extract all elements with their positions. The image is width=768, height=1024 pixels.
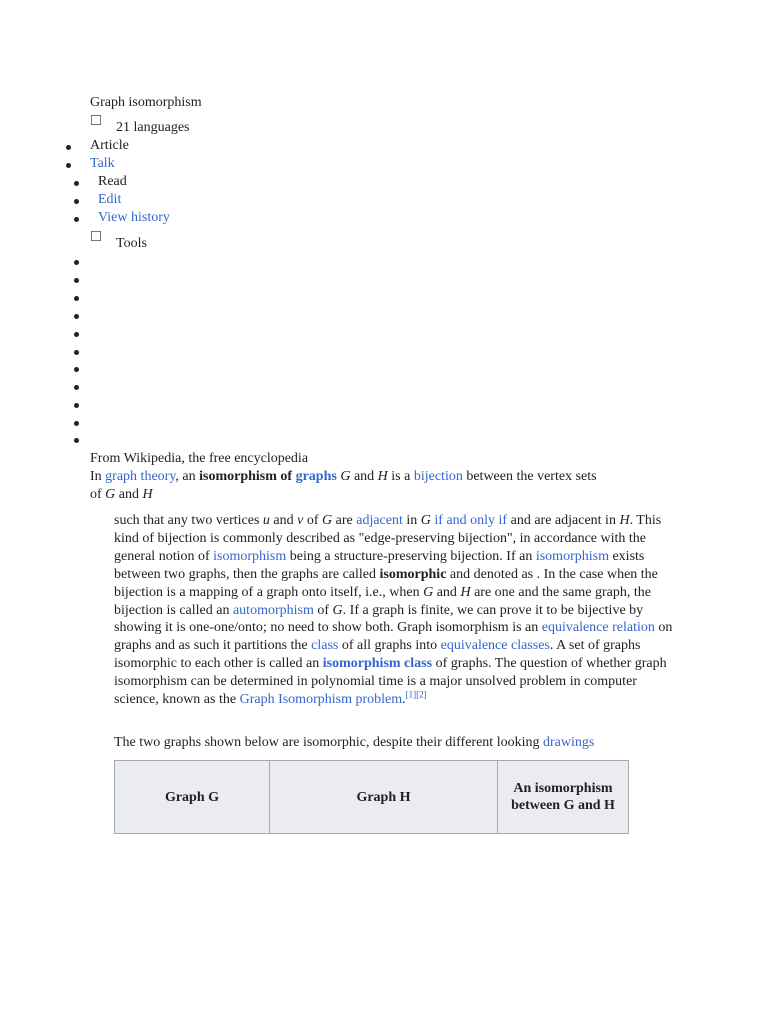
equivalence-relation-link[interactable]: equivalence relation xyxy=(541,620,655,636)
isomorphism-link[interactable]: isomorphism xyxy=(213,548,287,564)
drawings-sentence: The two graphs shown below are isomorphic, despite their different looking drawings xyxy=(114,735,595,750)
lead-line-2: of G and H xyxy=(90,487,153,502)
empty-list-bullet xyxy=(74,314,79,319)
if-and-only-if-link[interactable]: if and only if xyxy=(434,513,508,528)
empty-list-bullet xyxy=(74,403,79,408)
isomorphism-link-2[interactable]: isomorphism xyxy=(535,548,609,564)
graph-theory-link[interactable]: graph theory xyxy=(105,469,176,484)
empty-list-bullet xyxy=(74,350,79,355)
tab-talk[interactable]: Talk xyxy=(90,156,115,171)
tools-button[interactable]: Tools xyxy=(116,236,147,251)
tab-read[interactable]: Read xyxy=(98,174,127,189)
bullet-icon xyxy=(66,145,71,150)
tab-view-history[interactable]: View history xyxy=(98,210,170,225)
automorphism-link[interactable]: automorphism xyxy=(232,602,314,618)
tab-article[interactable]: Article xyxy=(90,138,129,153)
empty-list-bullet xyxy=(74,260,79,265)
reference-2-link[interactable]: [2] xyxy=(416,689,427,700)
class-link[interactable]: class xyxy=(311,638,339,654)
graphs-link[interactable]: graphs xyxy=(295,469,337,484)
tab-edit[interactable]: Edit xyxy=(98,192,122,207)
table-header-graph-h: Graph H xyxy=(270,761,498,834)
bullet-icon xyxy=(66,163,71,168)
empty-list-bullet xyxy=(74,421,79,426)
site-tagline: From Wikipedia, the free encyclopedia xyxy=(90,451,309,466)
empty-list-bullet xyxy=(74,332,79,337)
bullet-icon xyxy=(74,181,79,186)
table-header-graph-g: Graph G xyxy=(115,761,270,834)
empty-list-bullet xyxy=(74,296,79,301)
empty-list-bullet xyxy=(74,367,79,372)
empty-list-bullet xyxy=(74,385,79,390)
bullet-icon xyxy=(74,199,79,204)
graph-isomorphism-problem-link[interactable]: Graph Isomorphism problem xyxy=(239,692,403,708)
table-header-isomorphism: An isomorphism between G and H xyxy=(498,761,629,834)
drawings-link[interactable]: drawings xyxy=(542,735,595,750)
page-title: Graph isomorphism xyxy=(90,95,202,110)
definition-paragraph: such that any two vertices u and v of G are adjacent in G if and only if and are adjacent in H. This kind of bijection is commonly described as "edge-preserving bijection", in accordance with the general notion of isomorphism being a structure-preserving bijection. If an isomorphism exists between two graphs, then the graphs are called isomorphic and denoted as . In the case when the bijection is a mapping of a graph onto itself, i.e., when G and H are one and the same graph, the bijection is called an automorphism of G. If a graph is finite, we can prove it to be bijective by showing it is one-one/onto; no need to show both. Graph isomorphism is an equivalence relation on graphs and as such it partitions the class of all graphs into equivalence classes. A set of graphs isomorphic to each other is called an isomorphism class of graphs. The question of whether graph isomorphism can be determined in polynomial time is a major unsolved problem in computer science, known as the Graph Isomorphism problem.[1][2] xyxy=(114,513,673,708)
languages-button[interactable]: 21 languages xyxy=(116,120,190,135)
isomorphism-class-link[interactable]: isomorphism class xyxy=(322,656,433,672)
languages-checkbox[interactable] xyxy=(91,115,101,125)
lead-line-1: In graph theory, an isomorphism of graphs G and H is a bijection between the vertex sets xyxy=(90,469,597,484)
equivalence-classes-link[interactable]: equivalence classes xyxy=(440,638,550,654)
bullet-icon xyxy=(74,217,79,222)
bijection-link[interactable]: bijection xyxy=(413,469,463,484)
empty-list-bullet xyxy=(74,278,79,283)
reference-1-link[interactable]: [1] xyxy=(405,689,417,700)
adjacent-link[interactable]: adjacent xyxy=(356,513,403,528)
tools-checkbox[interactable] xyxy=(91,231,101,241)
empty-list-bullet xyxy=(74,438,79,443)
isomorphism-table xyxy=(114,760,629,834)
